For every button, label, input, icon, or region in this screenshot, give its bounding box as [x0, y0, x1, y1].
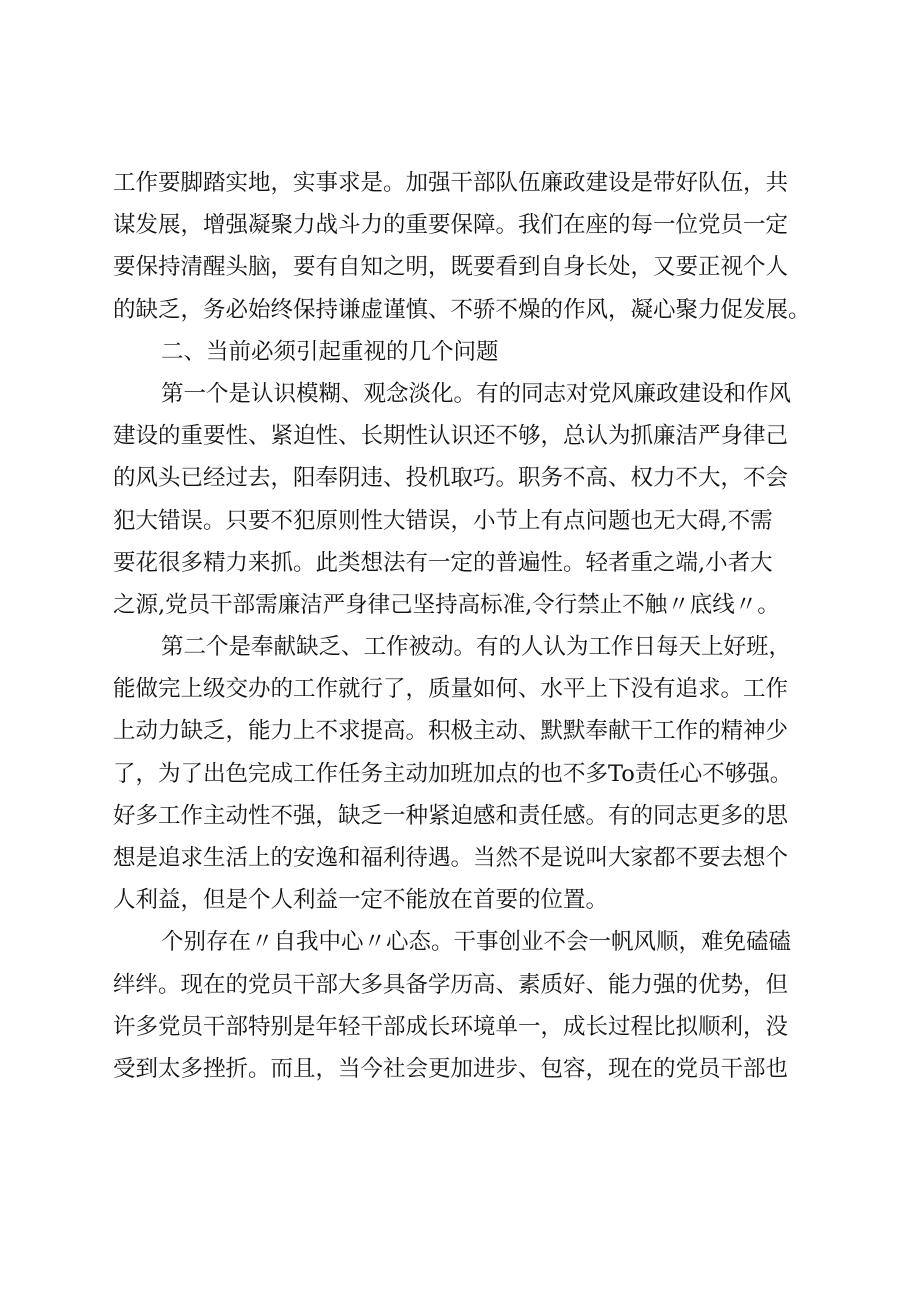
text-line: 个别存在〃自我中心〃心态。干事创业不会一帆风顺，难免磕磕 — [161, 929, 792, 956]
text-line: 了，为了出色完成工作任务主动加班加点的也不多To责任心不够强。 — [113, 760, 793, 787]
text-line: 建设的重要性、紧迫性、长期性认识还不够，总认为抓廉洁严身律己 — [113, 423, 789, 450]
text-line: 上动力缺乏，能力上不求提高。积极主动、默默奉献干工作的精神少 — [113, 718, 789, 745]
text-line: 的缺乏，务必始终保持谦虚谨慎、不骄不燥的作风，凝心聚力促发展。 — [113, 296, 811, 323]
text-line: 之源,党员干部需廉洁严身律己坚持高标准,令行禁止不触〃底线〃。 — [113, 591, 780, 618]
text-line: 能做完上级交办的工作就行了，质量如何、水平上下没有追求。工作 — [113, 676, 789, 703]
text-line: 许多党员干部特别是年轻干部成长环境单一，成长过程比拟顺利，没 — [113, 1013, 789, 1040]
document-body — [113, 162, 825, 1090]
text-line: 要花很多精力来抓。此类想法有一定的普遍性。轻者重之端,小者大 — [113, 549, 773, 576]
text-line: 第一个是认识模糊、观念淡化。有的同志对党风廉政建设和作风 — [161, 380, 792, 407]
text-line: 想是追求生活上的安逸和福利待遇。当然不是说叫大家都不要去想个 — [113, 845, 789, 871]
text-line: 工作要脚踏实地，实事求是。加强干部队伍廉政建设是带好队伍，共 — [113, 170, 789, 196]
text-line: 受到太多挫折。而且，当今社会更加进步、包容，现在的党员干部也 — [113, 1055, 789, 1082]
text-line: 第二个是奉献缺乏、工作被动。有的人认为工作日每天上好班， — [161, 634, 792, 661]
text-line: 的风头已经过去，阳奉阴违、投机取巧。职务不高、权力不大，不会 — [113, 465, 789, 492]
text-line: 好多工作主动性不强，缺乏一种紧迫感和责任感。有的同志更多的思 — [113, 802, 789, 829]
text-line: 谋发展，增强凝聚力战斗力的重要保障。我们在座的每一位党员一定 — [113, 212, 789, 239]
text-line: 绊绊。现在的党员干部大多具备学历高、素质好、能力强的优势，但 — [113, 971, 789, 998]
text-line: 人利益，但是个人利益一定不能放在首要的位置。 — [113, 887, 609, 914]
text-line: 要保持清醒头脑，要有自知之明，既要看到自身长处，又要正视个人 — [113, 254, 789, 281]
text-line: 犯大错误。只要不犯原则性大错误，小节上有点问题也无大碍,不需 — [113, 507, 773, 534]
section-heading: 二、当前必须引起重视的几个问题 — [161, 338, 499, 365]
